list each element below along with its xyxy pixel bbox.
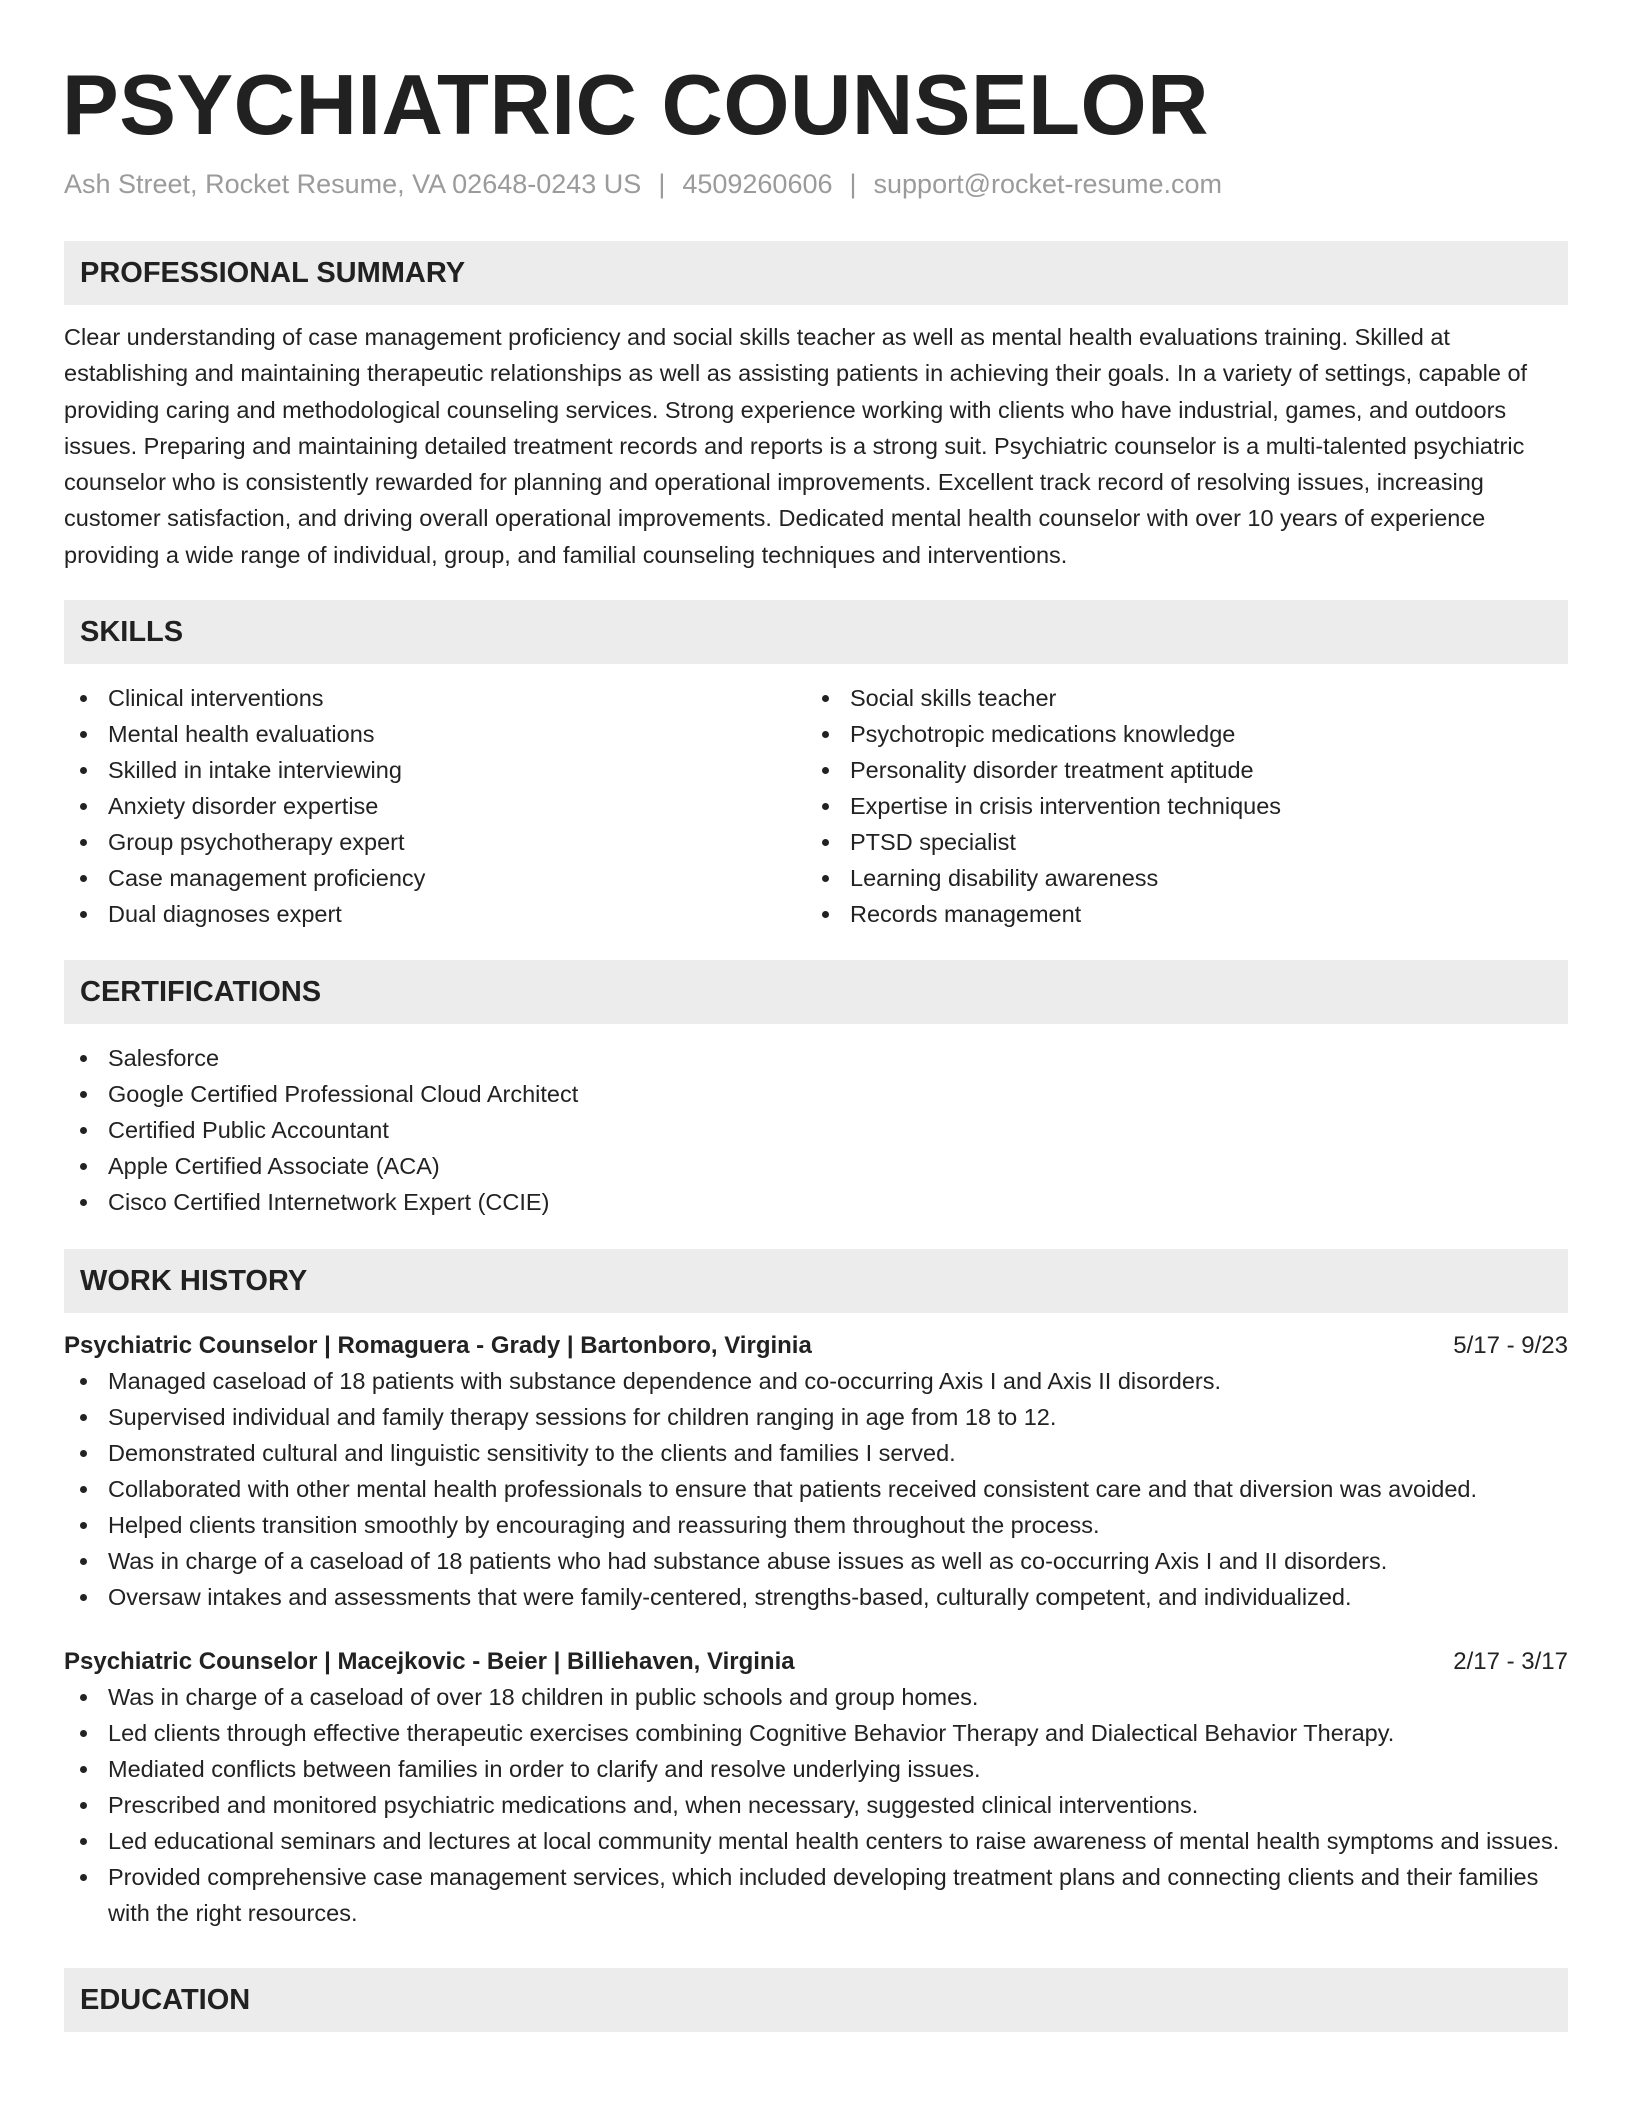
skill-item: Mental health evaluations [64, 716, 806, 752]
certification-item: Apple Certified Associate (ACA) [64, 1148, 1568, 1184]
section-header-work-history: WORK HISTORY [64, 1249, 1568, 1313]
skills-column-right [806, 680, 1548, 932]
contact-separator: | [658, 169, 666, 199]
certification-item: Cisco Certified Internetwork Expert (CCIE) [64, 1184, 1568, 1220]
contact-phone: 4509260606 [682, 169, 833, 199]
skills-column-left [64, 680, 806, 932]
section-header-skills: SKILLS [64, 600, 1568, 664]
job-bullet: Mediated conflicts between families in order to clarify and resolve underlying issues. [64, 1751, 1568, 1787]
job-bullet: Oversaw intakes and assessments that were family-centered, strengths-based, culturally competent, and individualized. [64, 1579, 1568, 1615]
job-entry [64, 1329, 1568, 1615]
job-entry [64, 1645, 1568, 1931]
job-bullet: Prescribed and monitored psychiatric medications and, when necessary, suggested clinical interventions. [64, 1787, 1568, 1823]
job-bullet: Led clients through effective therapeutic exercises combining Cognitive Behavior Therapy and Dialectical Behavior Therapy. [64, 1715, 1568, 1751]
skill-item: Records management [806, 896, 1548, 932]
job-dates: 2/17 - 3/17 [1453, 1648, 1568, 1676]
job-dates: 5/17 - 9/23 [1453, 1332, 1568, 1360]
job-bullet: Helped clients transition smoothly by encouraging and reassuring them throughout the process. [64, 1507, 1568, 1543]
job-bullet: Supervised individual and family therapy sessions for children ranging in age from 18 to 12. [64, 1399, 1568, 1435]
job-title: Psychiatric Counselor | Macejkovic - Beier | Billiehaven, Virginia [64, 1648, 795, 1676]
certifications-list [64, 1040, 1568, 1220]
job-bullet: Collaborated with other mental health professionals to ensure that patients received consistent care and that diversion was avoided. [64, 1471, 1568, 1507]
contact-separator: | [849, 169, 857, 199]
skill-item: Psychotropic medications knowledge [806, 716, 1548, 752]
job-bullet: Led educational seminars and lectures at local community mental health centers to raise awareness of mental health symptoms and issues. [64, 1823, 1568, 1859]
contact-line [64, 166, 1568, 202]
job-bullet: Demonstrated cultural and linguistic sensitivity to the clients and families I served. [64, 1435, 1568, 1471]
skill-item: Learning disability awareness [806, 860, 1548, 896]
section-header-certifications: CERTIFICATIONS [64, 960, 1568, 1024]
skill-item: Anxiety disorder expertise [64, 788, 806, 824]
job-bullet: Managed caseload of 18 patients with substance dependence and co-occurring Axis I and Axis II disorders. [64, 1363, 1568, 1399]
resume-page [64, 0, 1568, 2032]
section-header-summary: PROFESSIONAL SUMMARY [64, 241, 1568, 305]
job-title: Psychiatric Counselor | Romaguera - Grady | Bartonboro, Virginia [64, 1332, 812, 1360]
contact-email: support@rocket-resume.com [873, 169, 1223, 199]
skill-item: Social skills teacher [806, 680, 1548, 716]
certification-item: Salesforce [64, 1040, 1568, 1076]
summary-text: Clear understanding of case management proficiency and social skills teacher as well as mental health evaluations training. Skilled at establishing and maintaining therapeutic relationships as well as assisting patients in achieving their goals. In a variety of settings, capable of providing caring and methodological counseling services. Strong experience working with clients who have industrial, games, and outdoors issues. Preparing and maintaining detailed treatment records and reports is a strong suit. Psychiatric counselor is a multi-talented psychiatric counselor who is consistently rewarded for planning and operational improvements. Excellent track record of resolving issues, increasing customer satisfaction, and driving overall operational improvements. Dedicated mental health counselor with over 10 years of experience providing a wide range of individual, group, and familial counseling techniques and interventions. [64, 324, 1528, 568]
job-bullet: Was in charge of a caseload of over 18 children in public schools and group homes. [64, 1679, 1568, 1715]
skill-item: Expertise in crisis intervention techniques [806, 788, 1548, 824]
skill-item: Group psychotherapy expert [64, 824, 806, 860]
job-bullet: Was in charge of a caseload of 18 patients who had substance abuse issues as well as co-occurring Axis I and II disorders. [64, 1543, 1568, 1579]
job-bullets [64, 1363, 1568, 1615]
skill-item: Dual diagnoses expert [64, 896, 806, 932]
skill-item: Clinical interventions [64, 680, 806, 716]
candidate-name: PSYCHIATRIC COUNSELOR [62, 58, 1210, 153]
job-bullet: Provided comprehensive case management services, which included developing treatment plans and connecting clients and their families with the right resources. [64, 1859, 1568, 1931]
job-header [64, 1645, 1568, 1679]
skill-item: Personality disorder treatment aptitude [806, 752, 1548, 788]
skill-item: Case management proficiency [64, 860, 806, 896]
skill-item: Skilled in intake interviewing [64, 752, 806, 788]
job-bullets [64, 1679, 1568, 1931]
skill-item: PTSD specialist [806, 824, 1548, 860]
certification-item: Google Certified Professional Cloud Architect [64, 1076, 1568, 1112]
skills-list [64, 680, 1568, 932]
job-header [64, 1329, 1568, 1363]
contact-address: Ash Street, Rocket Resume, VA 02648-0243 US [64, 169, 642, 199]
section-header-education: EDUCATION [64, 1968, 1568, 2032]
certification-item: Certified Public Accountant [64, 1112, 1568, 1148]
